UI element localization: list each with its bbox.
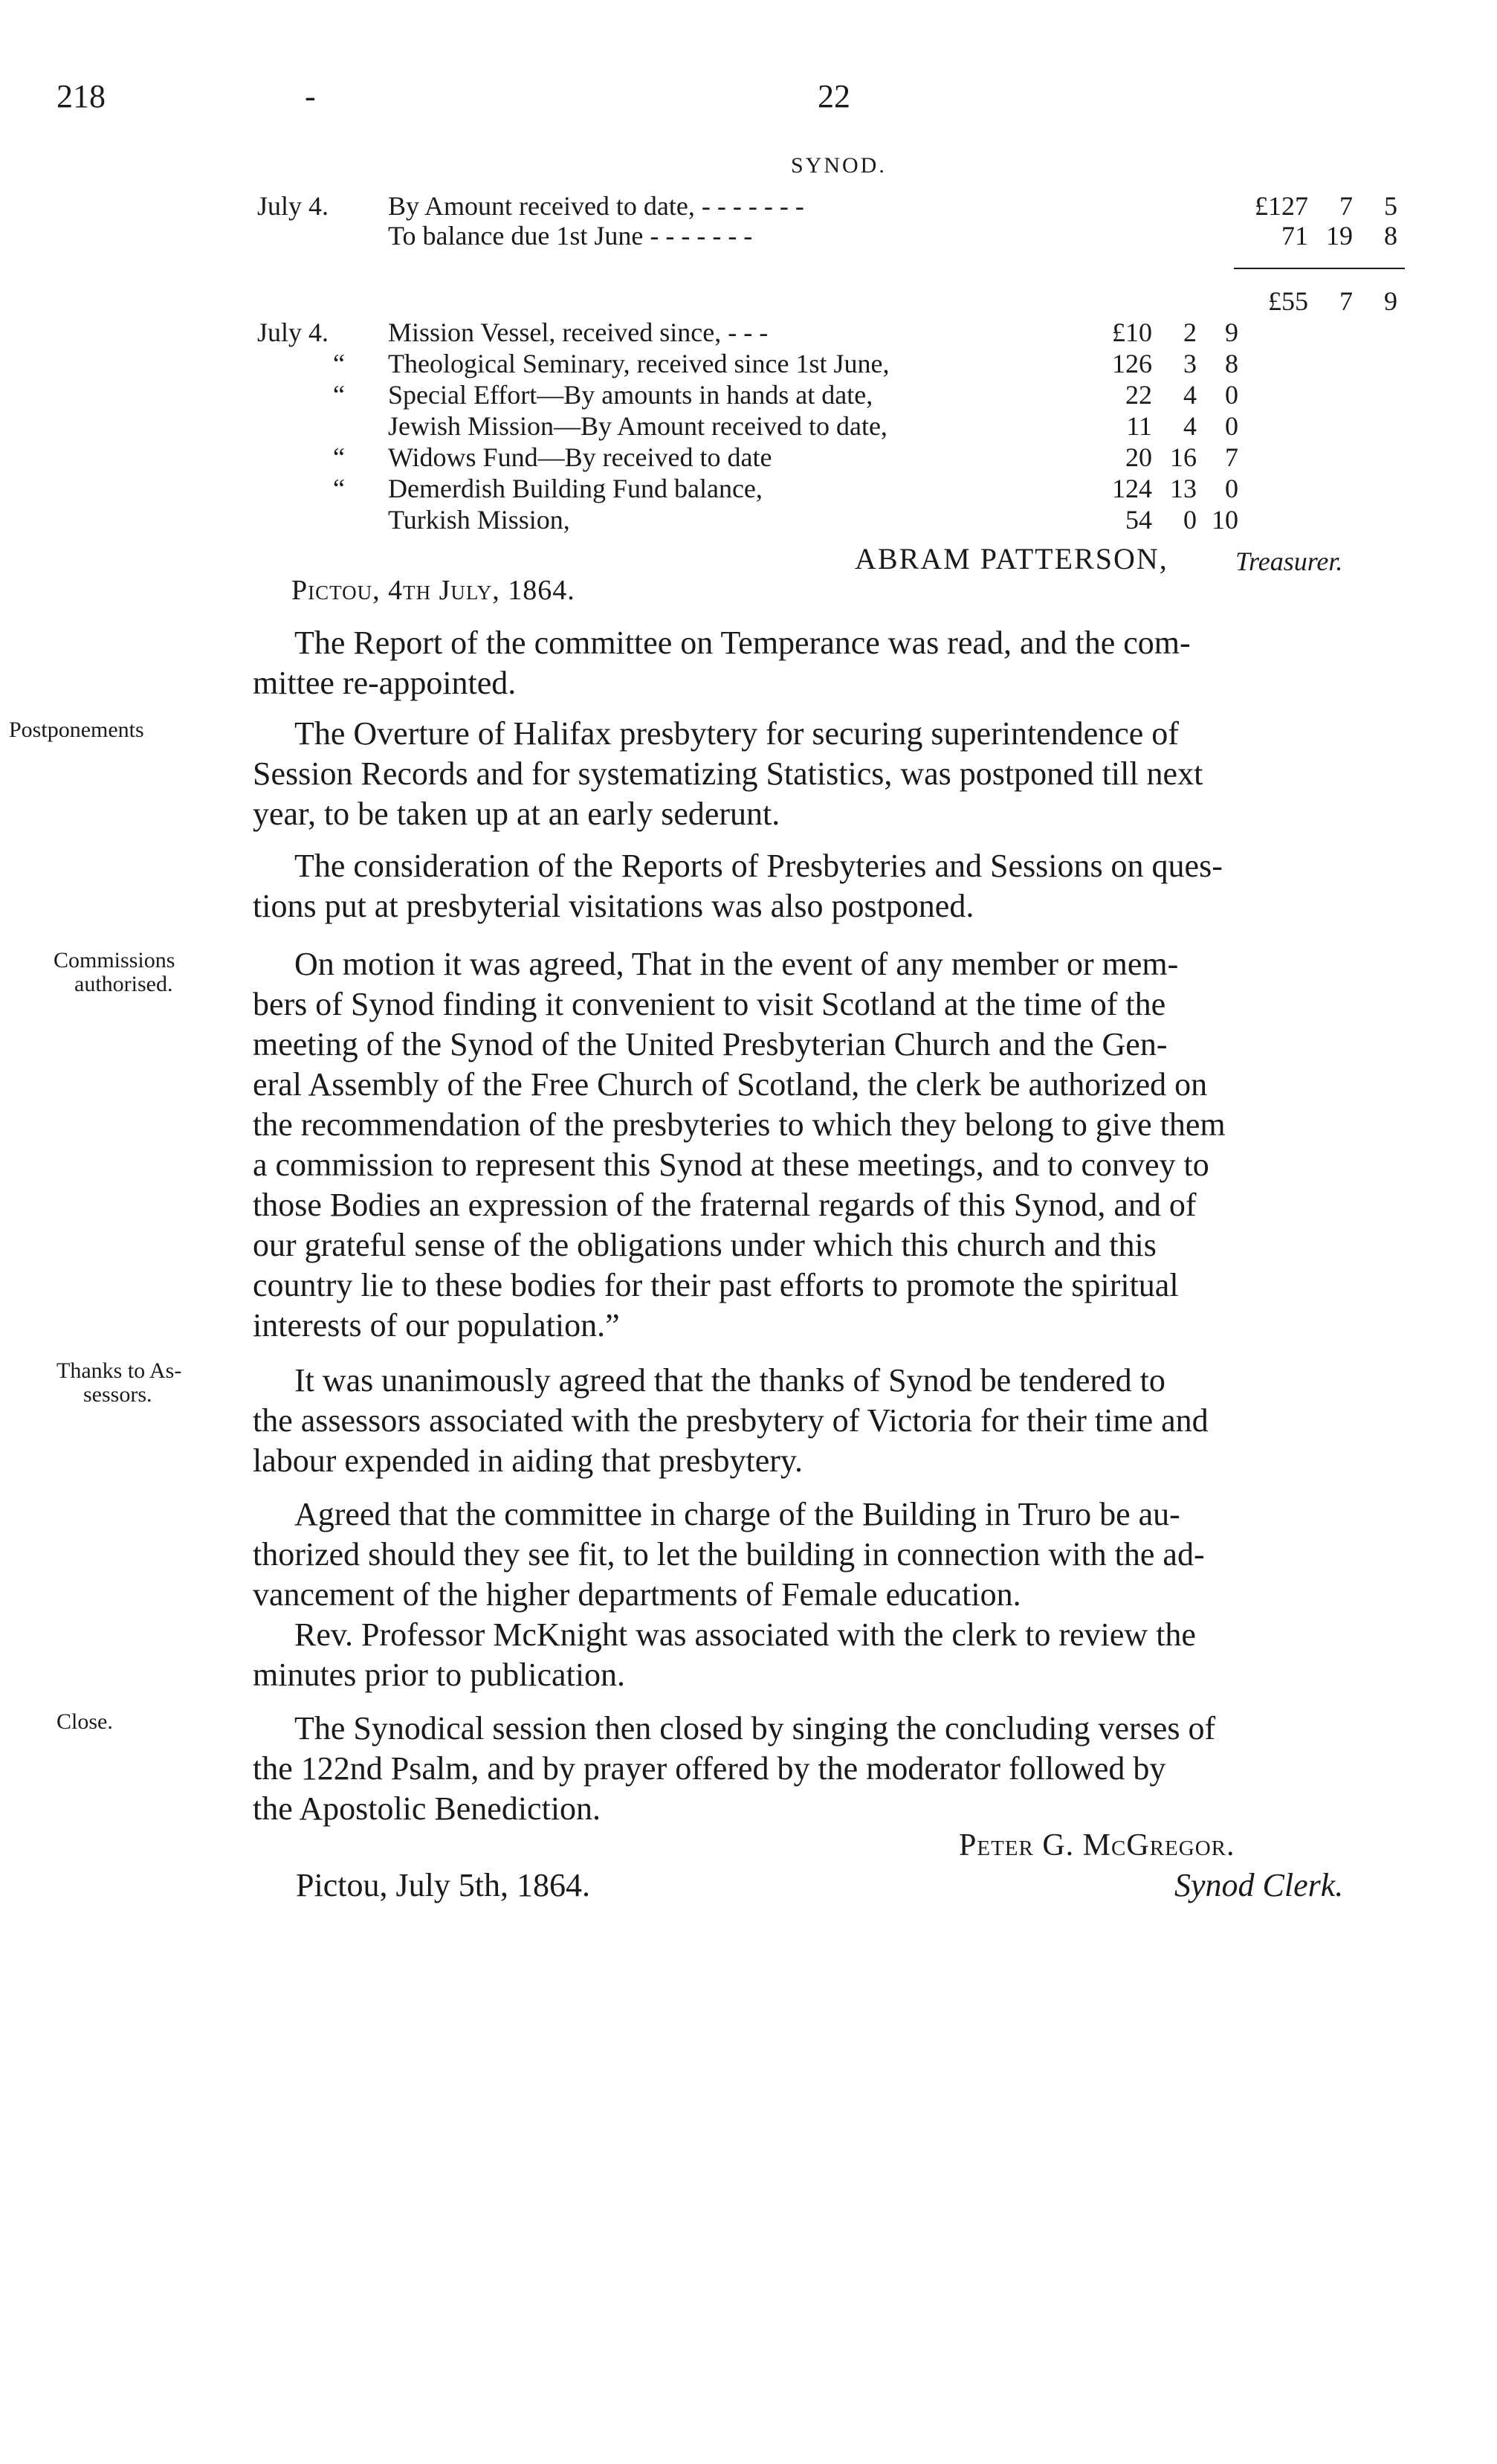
- commissions-paragraph: [253, 944, 1405, 1346]
- mcknight-paragraph: [253, 1615, 1405, 1695]
- account-1-total-pounds: £55: [1268, 286, 1308, 316]
- clerk-title: Synod Clerk.: [1174, 1867, 1344, 1903]
- account-2-pence: 10: [1212, 505, 1238, 535]
- account-2-pounds: £10: [1112, 317, 1152, 347]
- text-line: meeting of the Synod of the United Presbyterian Church and the Gen-: [253, 1026, 1168, 1062]
- account-2-pence: 9: [1225, 317, 1238, 347]
- account-2-pence: 0: [1225, 474, 1238, 503]
- text-line: year, to be taken up at an early sederunt.: [253, 796, 780, 832]
- margin-note-commissions: [54, 949, 175, 996]
- account-2-pence: 0: [1225, 411, 1238, 441]
- margin-note-thanks: [56, 1359, 181, 1407]
- margin-note-close: Close.: [56, 1709, 113, 1734]
- building-paragraph: [253, 1494, 1405, 1615]
- account-2-text: Demerdish Building Fund balance,: [388, 474, 763, 503]
- text-line: the Apostolic Benediction.: [253, 1790, 601, 1827]
- account-1-shillings: 19: [1326, 221, 1353, 251]
- text-line: vancement of the higher departments of Female education.: [253, 1576, 1021, 1613]
- margin-note-line: Commissions: [54, 948, 175, 973]
- text-line: Agreed that the committee in charge of the Building in Truro be au-: [294, 1496, 1180, 1532]
- text-line: Rev. Professor McKnight was associated with the clerk to review the: [294, 1616, 1196, 1653]
- text-line: eral Assembly of the Free Church of Scotland, the clerk be authorized on: [253, 1066, 1208, 1103]
- text-line: the assessors associated with the presbytery of Victoria for their time and: [253, 1402, 1209, 1439]
- account-2-pounds: 54: [1125, 505, 1152, 535]
- account-2-pence: 8: [1225, 349, 1238, 378]
- header-dash: -: [305, 78, 316, 115]
- account-2-date: “: [333, 380, 345, 410]
- treasurer-name: ABRAM PATTERSON,: [855, 542, 1168, 575]
- text-line: bers of Synod finding it convenient to visit Scotland at the time of the: [253, 986, 1166, 1022]
- account-2-pounds: 22: [1125, 380, 1152, 410]
- text-line: the recommendation of the presbyteries to which they belong to give them: [253, 1106, 1226, 1143]
- account-2-shillings: 16: [1170, 442, 1197, 472]
- text-line: The Report of the committee on Temperance was read, and the com-: [294, 625, 1191, 661]
- account-2-text: Theological Seminary, received since 1st June,: [388, 349, 890, 378]
- text-line: Session Records and for systematizing Statistics, was postponed till next: [253, 755, 1203, 792]
- account-2-shillings: 3: [1183, 349, 1197, 378]
- account-2-date: “: [333, 474, 345, 503]
- account-2-date: “: [333, 442, 345, 472]
- account-2-pounds: 124: [1112, 474, 1152, 503]
- treasurer-place-date: Pictou, 4th July, 1864.: [291, 575, 575, 606]
- account-1-text: To balance due 1st June - - - - - - -: [388, 221, 753, 251]
- text-line: The consideration of the Reports of Presbyteries and Sessions on ques-: [294, 848, 1223, 884]
- treasurer-title: Treasurer.: [1235, 546, 1343, 576]
- clerk-name: Peter G. McGregor.: [959, 1828, 1235, 1862]
- text-line: those Bodies an expression of the fraternal regards of this Synod, and of: [253, 1187, 1197, 1223]
- account-1-total-shillings: 7: [1339, 286, 1353, 316]
- margin-note-line: sessors.: [83, 1382, 152, 1407]
- section-heading: SYNOD.: [791, 153, 887, 178]
- text-line: labour expended in aiding that presbytery.: [253, 1442, 804, 1479]
- text-line: It was unanimously agreed that the thanks of Synod be tendered to: [294, 1362, 1165, 1399]
- overture-paragraph: [253, 714, 1405, 834]
- text-line: The Synodical session then closed by singing the concluding verses of: [294, 1710, 1216, 1747]
- text-line: the 122nd Psalm, and by prayer offered by the moderator followed by: [253, 1750, 1166, 1787]
- close-paragraph: [253, 1709, 1405, 1829]
- account-2-text: Widows Fund—By received to date: [388, 442, 772, 472]
- account-2-pounds: 20: [1125, 442, 1152, 472]
- account-2-text: Turkish Mission,: [388, 505, 570, 535]
- account-2-shillings: 4: [1183, 411, 1197, 441]
- text-line: minutes prior to publication.: [253, 1657, 626, 1693]
- total-rule: [1234, 268, 1405, 269]
- closing-place-date: Pictou, July 5th, 1864.: [296, 1867, 591, 1903]
- account-1-pounds: 71: [1281, 221, 1308, 251]
- text-line: our grateful sense of the obligations under which this church and this: [253, 1227, 1157, 1263]
- page-number-center: 22: [818, 78, 850, 115]
- text-line: The Overture of Halifax presbytery for securing superintendence of: [294, 715, 1179, 752]
- margin-note-line: Thanks to As-: [56, 1358, 182, 1383]
- account-2-shillings: 4: [1183, 380, 1197, 410]
- account-2-shillings: 0: [1183, 505, 1197, 535]
- account-2-shillings: 2: [1183, 317, 1197, 347]
- account-2-pounds: 11: [1126, 411, 1152, 441]
- account-2-pence: 7: [1225, 442, 1238, 472]
- account-2-shillings: 13: [1170, 474, 1197, 503]
- account-1-shillings: 7: [1339, 191, 1353, 221]
- temperance-paragraph: [253, 623, 1405, 703]
- account-1-pounds: £127: [1255, 191, 1308, 221]
- text-line: mittee re-appointed.: [253, 665, 517, 701]
- text-line: country lie to these bodies for their past efforts to promote the spiritual: [253, 1267, 1179, 1303]
- text-line: a commission to represent this Synod at these meetings, and to convey to: [253, 1146, 1209, 1183]
- account-1-pence: 8: [1384, 221, 1397, 251]
- account-2-date: “: [333, 349, 345, 378]
- account-2-text: Special Effort—By amounts in hands at date,: [388, 380, 873, 410]
- text-line: tions put at presbyterial visitations was also postponed.: [253, 888, 974, 924]
- text-line: thorized should they see fit, to let the building in connection with the ad-: [253, 1536, 1205, 1573]
- account-2-text: Mission Vessel, received since, - - -: [388, 317, 769, 347]
- account-1-total-pence: 9: [1384, 286, 1397, 316]
- text-line: interests of our population.”: [253, 1307, 620, 1344]
- account-2-text: Jewish Mission—By Amount received to date,: [388, 411, 887, 441]
- account-2-pounds: 126: [1112, 349, 1152, 378]
- margin-note-line: authorised.: [74, 972, 173, 996]
- margin-note-postponements: Postponements: [9, 717, 144, 742]
- page-number-left: 218: [56, 78, 106, 115]
- account-1-date: July 4.: [257, 191, 329, 221]
- account-1-pence: 5: [1384, 191, 1397, 221]
- account-2-pence: 0: [1225, 380, 1238, 410]
- thanks-paragraph: [253, 1361, 1405, 1481]
- account-2-date: July 4.: [257, 317, 329, 347]
- account-1-text: By Amount received to date, - - - - - - -: [388, 191, 804, 221]
- consideration-paragraph: [253, 846, 1405, 926]
- text-line: On motion it was agreed, That in the event of any member or mem-: [294, 946, 1179, 982]
